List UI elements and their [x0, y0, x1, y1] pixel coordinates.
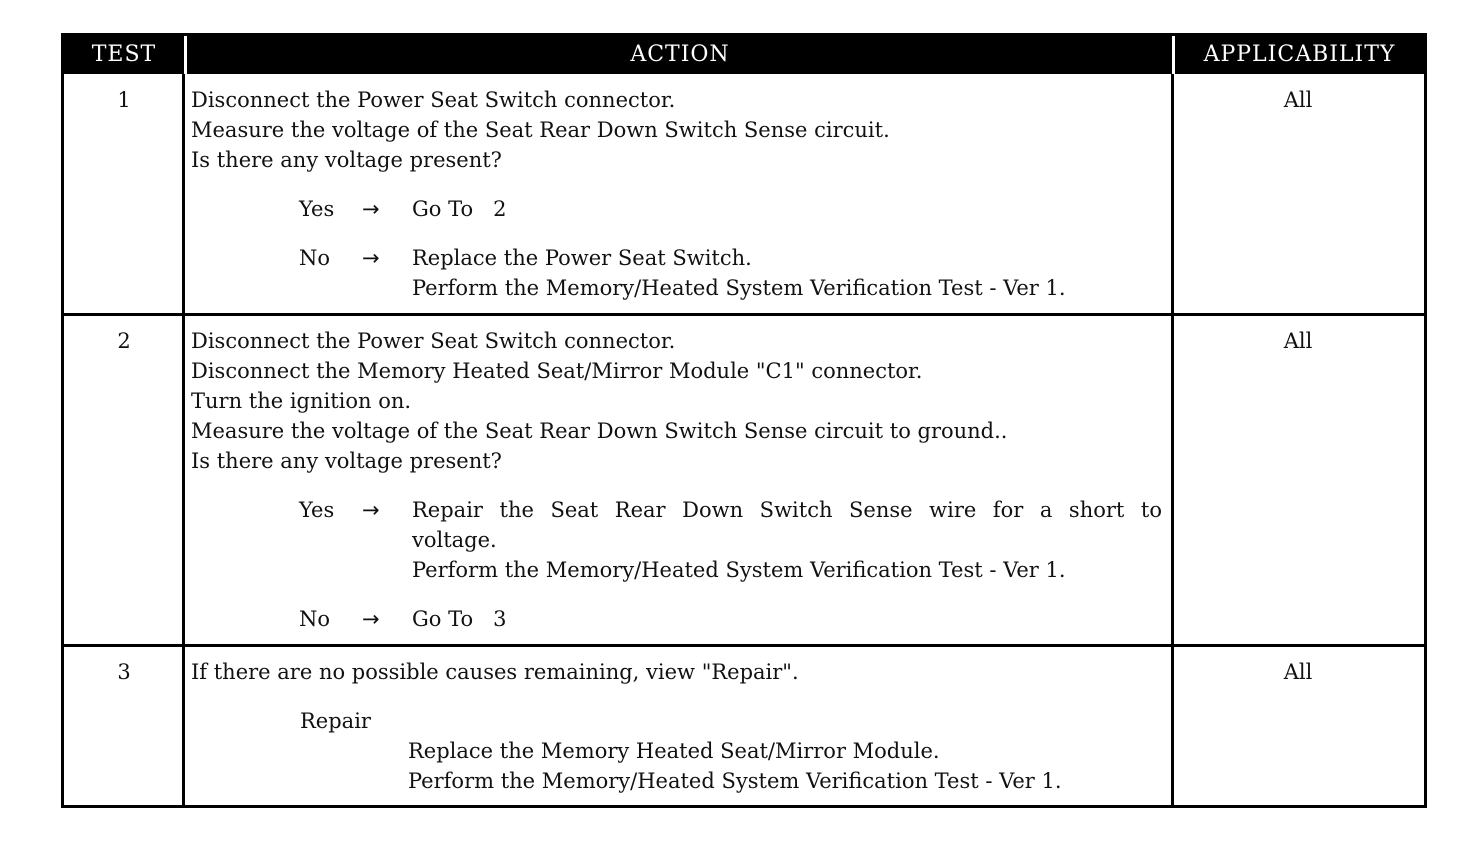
outcome-text: Perform the Memory/Heated System Verification Test - Ver 1. [412, 276, 1066, 300]
action-step: Is there any voltage present? [191, 148, 502, 172]
action-step: Measure the voltage of the Seat Rear Down Switch Sense circuit to ground.. [191, 419, 1008, 443]
column-divider [182, 74, 185, 808]
action-step: Measure the voltage of the Seat Rear Down Switch Sense circuit. [191, 118, 890, 142]
outcome-text: Perform the Memory/Heated System Verification Test - Ver 1. [408, 769, 1062, 793]
applicability-value: All [1283, 660, 1313, 684]
applicability-value: All [1283, 329, 1313, 353]
outcome-text: voltage. [412, 528, 497, 552]
diagnostic-test-table [61, 33, 1427, 808]
action-step: Disconnect the Power Seat Switch connector. [191, 88, 676, 112]
header-test: TEST [91, 42, 157, 67]
outcome-text: Repair the Seat Rear Down Switch Sense wire for a short to [412, 498, 1162, 522]
arrow-icon: → [362, 607, 380, 631]
answer-label: No [299, 607, 331, 631]
action-step: Is there any voltage present? [191, 449, 502, 473]
answer-label: Repair [300, 709, 371, 733]
outcome-text: Perform the Memory/Heated System Verification Test - Ver 1. [412, 558, 1066, 582]
outcome-text: Replace the Power Seat Switch. [412, 246, 752, 270]
test-number: 3 [117, 660, 131, 684]
applicability-value: All [1283, 88, 1313, 112]
test-number: 1 [117, 88, 131, 112]
row-divider [64, 313, 1424, 316]
action-step: Disconnect the Power Seat Switch connector. [191, 329, 676, 353]
action-step: If there are no possible causes remaining, view "Repair". [191, 660, 799, 684]
row-divider [64, 644, 1424, 647]
table-header [64, 36, 1424, 74]
answer-label: No [299, 246, 331, 270]
header-applicability: APPLICABILITY [1203, 42, 1396, 67]
arrow-icon: → [362, 498, 380, 522]
action-step: Disconnect the Memory Heated Seat/Mirror Module "C1" connector. [191, 359, 923, 383]
arrow-icon: → [362, 246, 380, 270]
outcome-text: Go To 2 [412, 197, 507, 221]
answer-label: Yes [299, 197, 335, 221]
header-action: ACTION [630, 42, 730, 67]
test-number: 2 [117, 329, 131, 353]
column-divider [1171, 74, 1174, 808]
answer-label: Yes [299, 498, 335, 522]
arrow-icon: → [362, 197, 380, 221]
outcome-text: Replace the Memory Heated Seat/Mirror Module. [408, 739, 940, 763]
action-step: Turn the ignition on. [191, 389, 412, 413]
outcome-text: Go To 3 [412, 607, 507, 631]
